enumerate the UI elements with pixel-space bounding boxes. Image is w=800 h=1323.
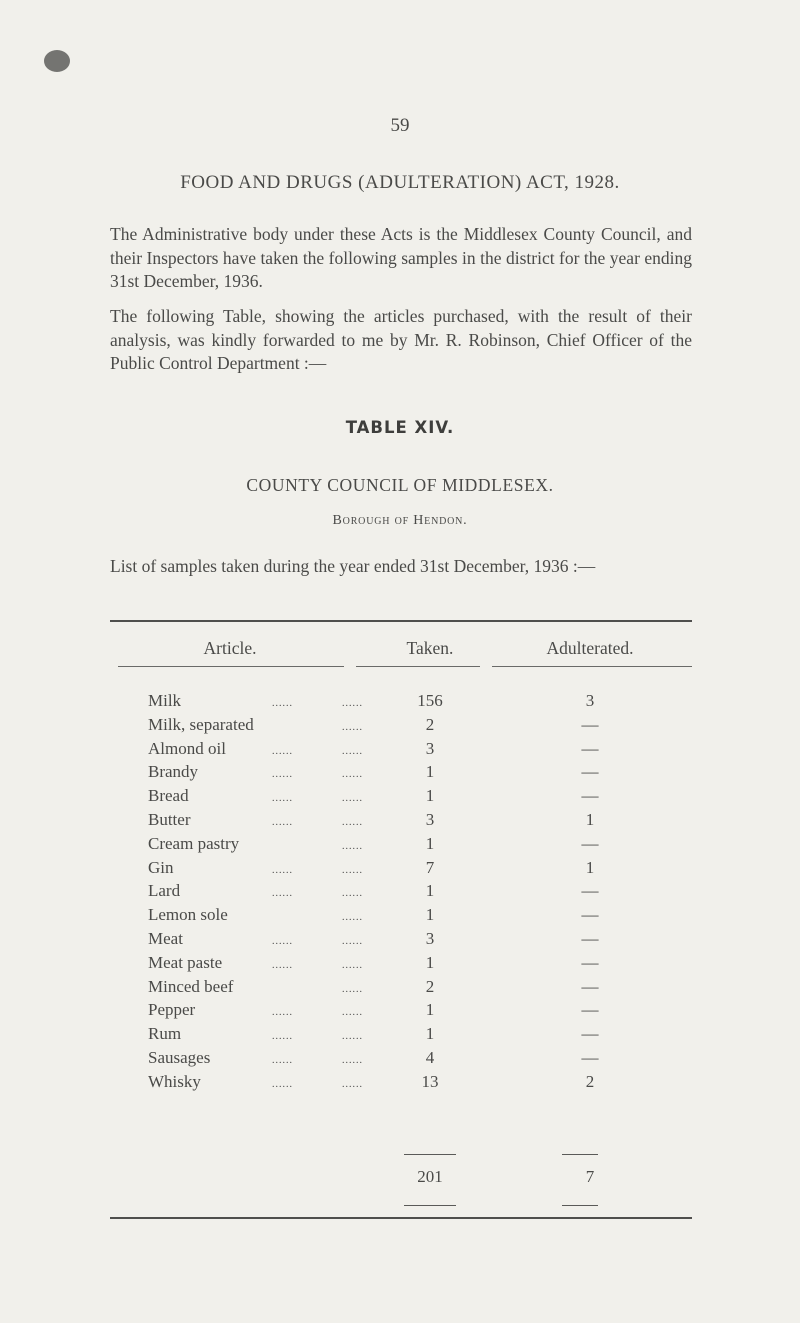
adulterated-cell: — bbox=[581, 786, 599, 806]
article-cell: Lard bbox=[148, 881, 181, 901]
ink-blot-mark bbox=[44, 50, 70, 72]
taken-cell: 1 bbox=[425, 833, 435, 853]
taken-cell: 1 bbox=[425, 1000, 435, 1020]
taken-cell: 3 bbox=[425, 738, 435, 758]
leader-dots: ...... bbox=[272, 1031, 293, 1043]
table-row bbox=[0, 858, 800, 882]
taken-cell: 1 bbox=[425, 952, 435, 972]
leader-dots: ...... bbox=[342, 816, 363, 828]
leader-dots: ...... bbox=[272, 745, 293, 757]
table-row bbox=[0, 1072, 800, 1096]
column-header-article: Article. bbox=[203, 638, 257, 658]
leader-dots: ...... bbox=[272, 959, 293, 971]
leader-dots: ...... bbox=[272, 769, 293, 781]
paragraph-administrative-body: The Administrative body under these Acts is the Middlesex County Council, and their Inspectors have taken the following samples in the district for the year ending 31st December, 1936. bbox=[110, 224, 692, 291]
leader-dots: ...... bbox=[342, 769, 363, 781]
act-title: FOOD AND DRUGS (ADULTERATION) ACT, 1928. bbox=[180, 172, 620, 193]
taken-subtotal-line bbox=[404, 1154, 456, 1155]
adulterated-cell: — bbox=[581, 762, 599, 782]
article-cell: Gin bbox=[148, 857, 174, 877]
column-header-adulterated: Adulterated. bbox=[546, 638, 634, 658]
table-top-rule bbox=[110, 620, 692, 622]
table-row bbox=[0, 905, 800, 929]
leader-dots: ...... bbox=[342, 1054, 363, 1066]
adulterated-cell: — bbox=[581, 928, 599, 948]
table-row bbox=[0, 929, 800, 953]
paragraph-list-intro: List of samples taken during the year ended 31st December, 1936 :— bbox=[110, 556, 596, 576]
table-row bbox=[0, 739, 800, 763]
leader-dots: ...... bbox=[272, 1054, 293, 1066]
samples-table-body bbox=[0, 691, 800, 1096]
total-adulterated: 7 bbox=[585, 1167, 595, 1186]
adulterated-cell: — bbox=[581, 714, 599, 734]
article-cell: Milk bbox=[148, 691, 182, 710]
table-row bbox=[0, 786, 800, 810]
article-cell: Rum bbox=[148, 1024, 182, 1044]
adulterated-cell: — bbox=[581, 833, 599, 853]
table-bottom-rule bbox=[110, 1217, 692, 1219]
table-row bbox=[0, 834, 800, 858]
adulterated-cell: — bbox=[581, 1000, 599, 1020]
adulterated-cell: — bbox=[581, 976, 599, 996]
taken-cell: 1 bbox=[425, 905, 435, 925]
taken-cell: 1 bbox=[425, 762, 435, 782]
taken-cell: 4 bbox=[425, 1047, 435, 1067]
article-cell: Almond oil bbox=[148, 738, 226, 758]
leader-dots: ...... bbox=[342, 698, 363, 709]
adulterated-cell: — bbox=[581, 1047, 599, 1067]
article-cell: Sausages bbox=[148, 1047, 211, 1067]
article-cell: Bread bbox=[148, 786, 189, 806]
table-row bbox=[0, 691, 800, 715]
table-row bbox=[0, 1048, 800, 1072]
article-cell: Meat paste bbox=[148, 952, 223, 972]
taken-total-line bbox=[404, 1205, 456, 1206]
leader-dots: ...... bbox=[272, 1007, 293, 1019]
adulterated-subtotal-line bbox=[562, 1154, 598, 1155]
table-row bbox=[0, 810, 800, 834]
article-cell: Whisky bbox=[148, 1071, 201, 1091]
taken-cell: 3 bbox=[425, 809, 435, 829]
taken-cell: 2 bbox=[425, 714, 435, 734]
table-row bbox=[0, 715, 800, 739]
table-row bbox=[0, 762, 800, 786]
leader-dots: ...... bbox=[342, 959, 363, 971]
table-row bbox=[0, 953, 800, 977]
page-number: 59 bbox=[390, 115, 410, 136]
taken-cell: 1 bbox=[425, 1024, 435, 1044]
leader-dots: ...... bbox=[342, 1007, 363, 1019]
leader-dots: ...... bbox=[342, 840, 363, 852]
table-row bbox=[0, 1024, 800, 1048]
adulterated-cell: 2 bbox=[585, 1071, 595, 1091]
header-underline-article bbox=[118, 666, 344, 667]
header-underline-taken bbox=[356, 666, 480, 667]
adulterated-cell: — bbox=[581, 952, 599, 972]
table-row bbox=[0, 881, 800, 905]
leader-dots: ...... bbox=[342, 793, 363, 805]
taken-cell: 156 bbox=[417, 691, 443, 710]
borough-heading: Borough of Hendon. bbox=[332, 513, 468, 528]
leader-dots: ...... bbox=[342, 864, 363, 876]
leader-dots: ...... bbox=[272, 864, 293, 876]
leader-dots: ...... bbox=[272, 816, 293, 828]
adulterated-cell: 1 bbox=[585, 809, 595, 829]
adulterated-cell: — bbox=[581, 881, 599, 901]
paragraph-table-source: The following Table, showing the articles purchased, with the result of their analysis, was kindly forwarded to me by Mr. R. Robinson, Chief Officer of the Public Control Department :— bbox=[110, 306, 692, 373]
leader-dots: ...... bbox=[342, 745, 363, 757]
leader-dots: ...... bbox=[342, 983, 363, 995]
taken-cell: 1 bbox=[425, 881, 435, 901]
article-cell: Brandy bbox=[148, 762, 199, 782]
taken-cell: 13 bbox=[421, 1071, 439, 1091]
leader-dots: ...... bbox=[272, 1078, 293, 1090]
article-cell: Pepper bbox=[148, 1000, 196, 1020]
article-cell: Butter bbox=[148, 809, 191, 829]
article-cell: Minced beef bbox=[148, 976, 234, 996]
adulterated-total-line bbox=[562, 1205, 598, 1206]
leader-dots: ...... bbox=[342, 935, 363, 947]
taken-cell: 1 bbox=[425, 786, 435, 806]
taken-cell: 3 bbox=[425, 928, 435, 948]
taken-cell: 7 bbox=[425, 857, 435, 877]
adulterated-cell: 3 bbox=[585, 691, 595, 710]
table-heading: TABLE XIV. bbox=[345, 418, 455, 437]
council-heading: COUNTY COUNCIL OF MIDDLESEX. bbox=[246, 475, 554, 495]
adulterated-cell: 1 bbox=[585, 857, 595, 877]
leader-dots: ...... bbox=[272, 935, 293, 947]
article-cell: Meat bbox=[148, 928, 183, 948]
leader-dots: ...... bbox=[272, 698, 293, 709]
header-underline-adulterated bbox=[492, 666, 692, 667]
adulterated-cell: — bbox=[581, 738, 599, 758]
adulterated-cell: — bbox=[581, 1024, 599, 1044]
taken-cell: 2 bbox=[425, 976, 435, 996]
leader-dots: ...... bbox=[342, 1031, 363, 1043]
leader-dots: ...... bbox=[342, 912, 363, 924]
article-cell: Cream pastry bbox=[148, 833, 240, 853]
leader-dots: ...... bbox=[342, 888, 363, 900]
article-cell: Lemon sole bbox=[148, 905, 228, 925]
adulterated-cell: — bbox=[581, 905, 599, 925]
article-cell: Milk, separated bbox=[148, 714, 254, 734]
total-taken: 201 bbox=[417, 1167, 443, 1186]
table-row bbox=[0, 977, 800, 1001]
leader-dots: ...... bbox=[342, 721, 363, 733]
leader-dots: ...... bbox=[342, 1078, 363, 1090]
leader-dots: ...... bbox=[272, 793, 293, 805]
table-row bbox=[0, 1000, 800, 1024]
leader-dots: ...... bbox=[272, 888, 293, 900]
column-header-taken: Taken. bbox=[406, 638, 454, 658]
